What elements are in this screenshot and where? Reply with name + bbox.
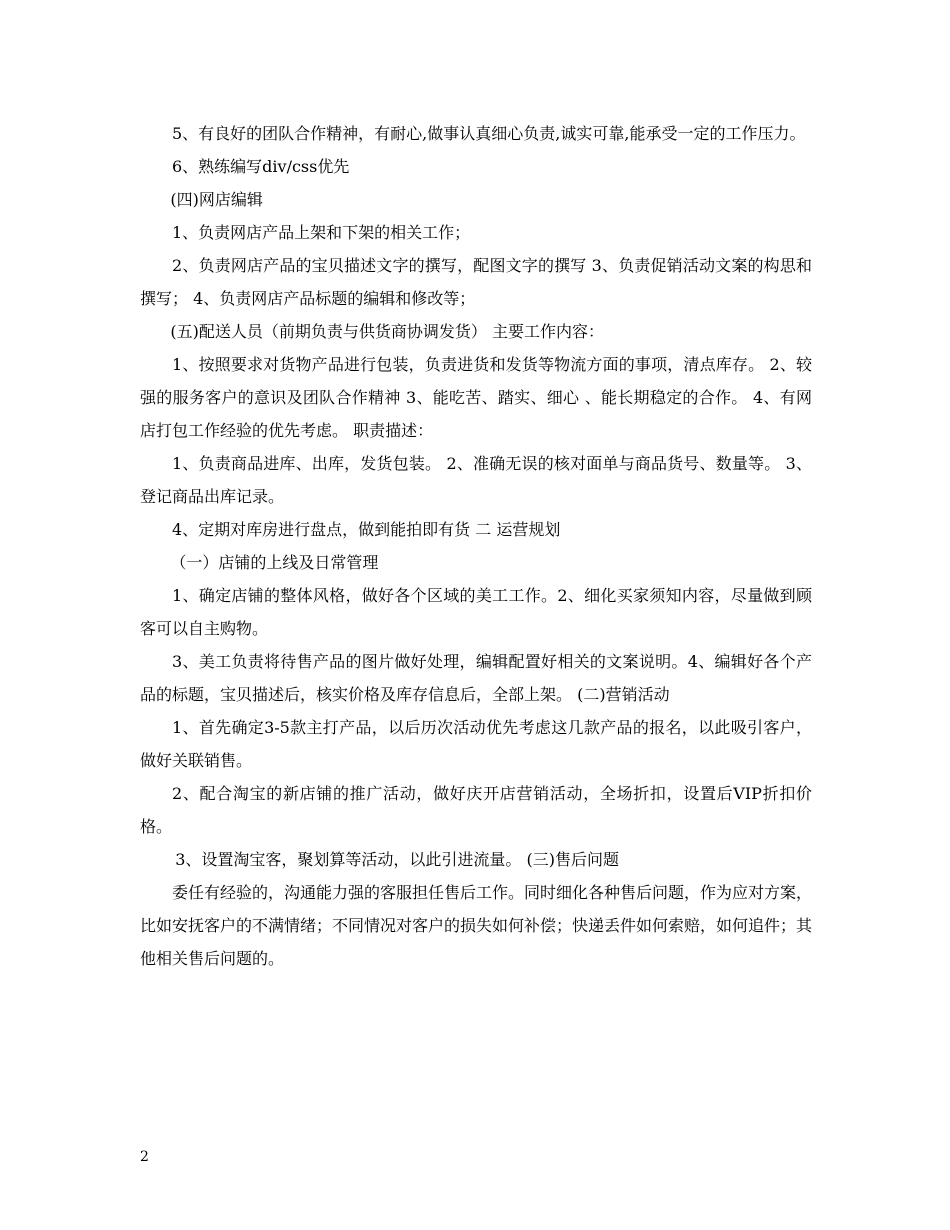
paragraph-delivery-requirements: 1、按照要求对货物产品进行包装，负责进货和发货等物流方面的事项，清点库存。 2、较强的服务客户的意识及团队合作精神 3、能吃苦、踏实、细心 、能长期稳定的合作。 4、有网店打包工作经验的优先考虑。 职责描述： [140,355,812,440]
section-heading-store-launch: （一）店铺的上线及日常管理 [170,553,379,572]
paragraph-marketing-products: 1、首先确定3-5款主打产品，以后历次活动优先考虑这几款产品的报名，以此吸引客户，做好关联销售。 [140,718,812,770]
paragraph-marketing-promotion: 2、配合淘宝的新店铺的推广活动，做好庆开店营销活动，全场折扣，设置后VIP折扣价格。 [140,784,812,836]
paragraph-css-requirement: 6、熟练编写div/css优先 [172,157,350,176]
paragraph-inventory-check: 4、定期对库房进行盘点，做到能拍即有货 二 运营规划 [172,520,561,539]
paragraph-editor-duty-1: 1、负责网店产品上架和下架的相关工作； [172,223,471,242]
paragraph-teamwork-requirement: 5、有良好的团队合作精神，有耐心,做事认真细心负责,诚实可靠,能承受一定的工作压力。 [172,124,806,143]
paragraph-after-sales-service: 委任有经验的，沟通能力强的客服担任售后工作。同时细化各种售后问题，作为应对方案，比如安抚客户的不满情绪；不同情况对客户的损失如何补偿；快递丢件如何索赔，如何追件；其他相关售后问题的。 [140,883,813,968]
paragraph-delivery-duties: 1、负责商品进库、出库，发货包装。 2、准确无误的核对面单与商品货号、数量等。 3、登记商品出库记录。 [140,454,812,506]
section-heading-delivery-staff: (五)配送人员（前期负责与供货商协调发货） 主要工作内容： [170,322,604,341]
page-number: 2 [140,1149,149,1165]
paragraph-editor-duty-2: 2、负责网店产品的宝贝描述文字的撰写，配图文字的撰写 3、负责促销活动文案的构思和撰写； 4、负责网店产品标题的编辑和修改等； [140,256,812,308]
section-heading-shop-editor: (四)网店编辑 [170,190,263,209]
paragraph-traffic-after-sales: 3、设置淘宝客，聚划算等活动，以此引进流量。 (三)售后问题 [175,850,619,869]
paragraph-product-listing: 3、美工负责将待售产品的图片做好处理，编辑配置好相关的文案说明。4、编辑好各个产品的标题，宝贝描述后，核实价格及库存信息后，全部上架。 (二)营销活动 [140,652,812,704]
paragraph-store-style: 1、确定店铺的整体风格，做好各个区域的美工工作。2、细化买家须知内容，尽量做到顾客可以自主购物。 [140,586,812,638]
document-body [140,117,812,975]
